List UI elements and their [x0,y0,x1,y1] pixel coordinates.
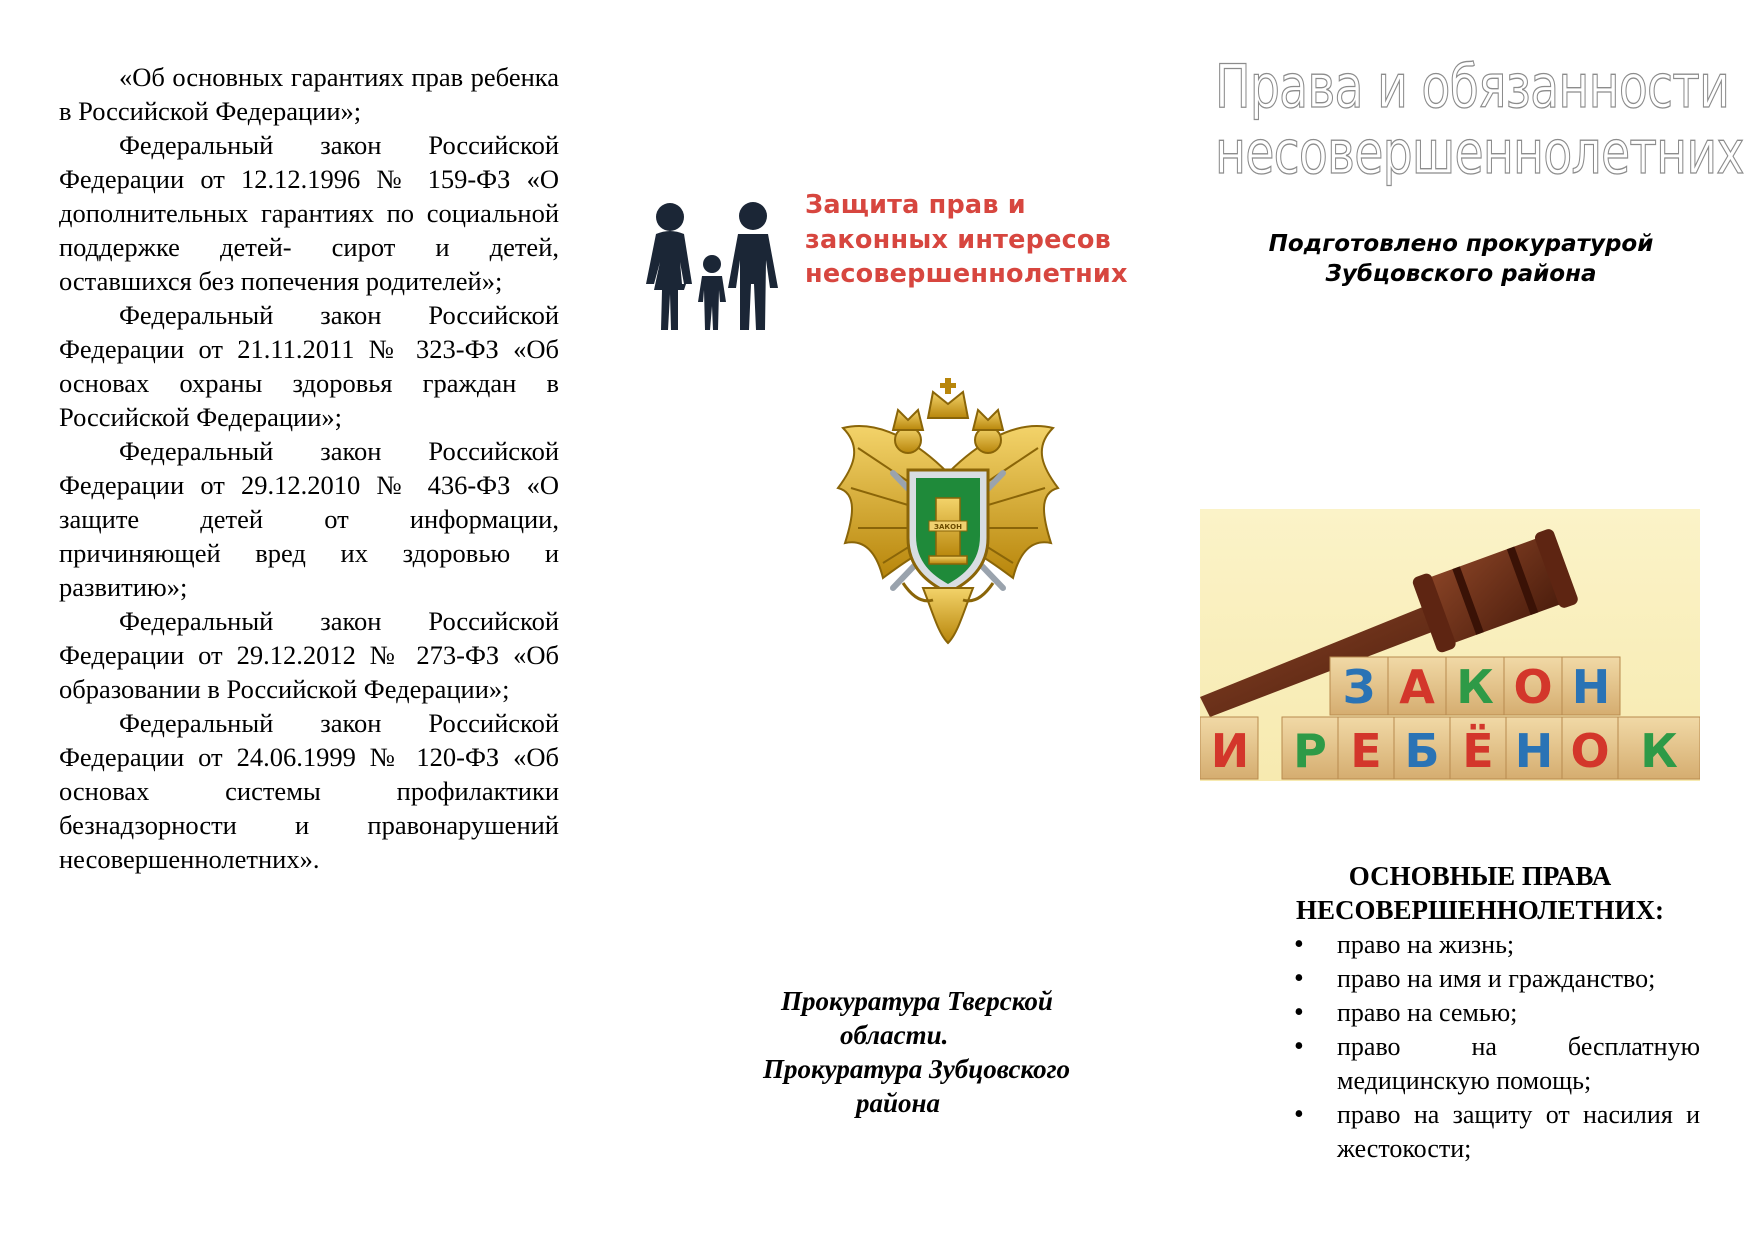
picture-letter: Н [1571,660,1611,714]
banner-line: законных интересов [805,224,1111,255]
law-paragraph: Федеральный закон Российской Федерации от 12.12.1996 № 159-ФЗ «О дополнительных гарантиях по социальной поддержке детей- сирот и детей, оставшихся без попечения родителей»; [59,130,559,296]
law-paragraph: Федеральный закон Российской Федерации от 29.12.2010 № 436-ФЗ «О защите детей от информации, причиняющей вред их здоровью и развитию»; [59,436,559,602]
footer-line: района [856,1088,941,1118]
law-paragraph: «Об основных гарантиях прав ребенка в Российской Федерации»; [59,62,559,126]
page-title [1215,52,1744,188]
law-and-child-picture [1200,509,1700,781]
rights-list [1282,928,1700,1166]
banner-line: Защита прав и [805,190,1026,220]
prepared-line: Зубцовского района [1325,261,1597,287]
list-item: • право на защиту от насилия и жестокости; [1282,1098,1700,1166]
picture-letter: З [1342,660,1376,714]
picture-letter: О [1513,660,1553,714]
rights-heading-line: НЕСОВЕРШЕННОЛЕТНИХ: [1296,895,1664,925]
picture-letter: Р [1293,724,1327,778]
picture-letter: К [1640,724,1678,778]
family-silhouette-icon [640,202,790,332]
banner-line: несовершеннолетних [805,259,1128,289]
picture-letter: Ё [1462,724,1494,778]
picture-letter: Б [1404,724,1440,778]
list-item: • право на семью; [1282,996,1700,1030]
footer-line: Прокуратура Зубцовского [763,1054,1071,1084]
rights-heading-line: ОСНОВНЫЕ ПРАВА [1348,861,1612,891]
picture-letter: И [1210,724,1250,778]
prepared-by [1226,229,1696,289]
law-paragraph: Федеральный закон Российской Федерации от 21.11.2011 № 323-ФЗ «Об основах охраны здоровья граждан в Российской Федерации»; [59,300,559,432]
list-item: • право на бесплатную медицинскую помощь; [1282,1030,1700,1098]
picture-letter: О [1570,724,1610,778]
emblem-label: ЗАКОН [934,523,962,531]
picture-letter: А [1399,660,1435,714]
law-paragraph: Федеральный закон Российской Федерации от 29.12.2012 № 273-ФЗ «Об образовании в Российской Федерации»; [59,606,559,704]
list-item: • право на имя и гражданство; [1282,962,1700,996]
law-list [59,60,559,876]
rights-heading [1240,859,1720,927]
title-line: несовершеннолетних [1215,118,1744,188]
prosecutor-footer [760,984,1160,1120]
banner-text [805,188,1145,292]
picture-letter: К [1456,660,1494,714]
family-banner [640,188,1140,338]
picture-letter: Е [1350,724,1382,778]
footer-line: области. [840,1020,949,1050]
picture-letter: Н [1514,724,1554,778]
prosecutor-emblem-icon [823,378,1073,648]
title-line: Права и обязанности [1215,52,1730,122]
law-paragraph: Федеральный закон Российской Федерации от 24.06.1999 № 120-ФЗ «Об основах системы профилактики безнадзорности и правонарушений несовершеннолетних». [59,708,559,874]
list-item: • право на жизнь; [1282,928,1700,962]
prepared-line: Подготовлено прокуратурой [1268,231,1654,257]
footer-line: Прокуратура Тверской [781,986,1053,1016]
